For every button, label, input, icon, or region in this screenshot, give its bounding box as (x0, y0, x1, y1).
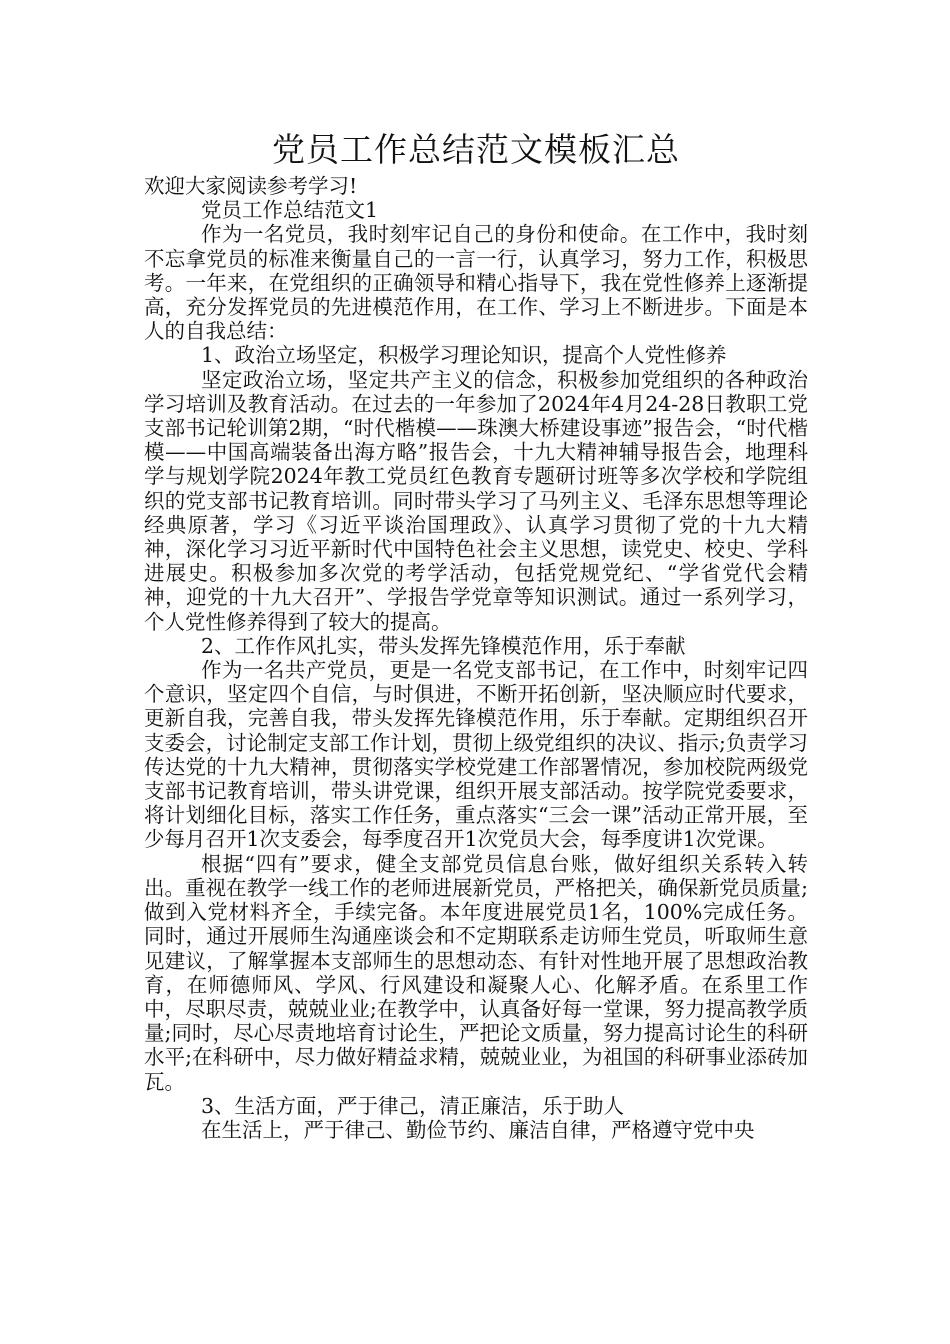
paragraph-section-1: 坚定政治立场，坚定共产主义的信念，积极参加党组织的各种政治学习培训及教育活动。在过去的一年参加了2024年4月24-28日教职工党支部书记轮训第2期，“时代楷模——珠澳大桥建设事迹”报告会，“时代楷模——中国高端装备出海方略”报告会，十九大精神辅导报告会，地理科学与规划学院2024年教工党员红色教育专题研讨班等多次学校和学院组织的党支部书记教育培训。同时带头学习了马列主义、毛泽东思想等理论经典原著，学习《习近平谈治国理政》、认真学习贯彻了党的十九大精神，深化学习习近平新时代中国特色社会主义思想，读党史、校史、学科进展史。积极参加多次党的考学活动，包括党规党纪、“学省党代会精神，迎党的十九大召开”、学报告学党章等知识测试。通过一系列学习，个人党性修养得到了较大的提高。 (144, 367, 808, 634)
paragraph-section-2a: 作为一名共产党员，更是一名党支部书记，在工作中，时刻牢记四个意识，坚定四个自信，与时俱进，不断开拓创新，坚决顺应时代要求，更新自我，完善自我，带头发挥先锋模范作用，乐于奉献。定期组织召开支委会，讨论制定支部工作计划，贯彻上级党组织的决议、指示;负责学习传达党的十九大精神，贯彻落实学校党建工作部署情况，参加校院两级党支部书记教育培训，带头讲党课，组织开展支部活动。按学院党委要求，将计划细化目标，落实工作任务，重点落实“三会一课”活动正常开展，至少每月召开1次支委会，每季度召开1次党员大会，每季度讲1次党课。 (144, 658, 808, 852)
paragraph-subtitle: 党员工作总结范文1 (201, 198, 379, 223)
paragraph-section-2b: 根据“四有”要求，健全支部党员信息台账，做好组织关系转入转出。重视在教学一线工作的老师进展新党员，严格把关，确保新党员质量;做到入党材料齐全，手续完备。本年度进展党员1名，100%完成任务。同时，通过开展师生沟通座谈会和不定期联系走访师生党员，听取师生意见建议，了解掌握本支部师生的思想动态、有针对性地开展了思想政治教育，在师德师风、学风、行风建设和凝聚人心、化解矛盾。在系里工作中，尽职尽责，兢兢业业;在教学中，认真备好每一堂课，努力提高教学质量;同时，尽心尽责地培育讨论生，严把论文质量，努力提高讨论生的科研水平;在科研中，尽力做好精益求精，兢兢业业，为祖国的科研事业添砖加瓦。 (144, 851, 808, 1094)
paragraph-greeting: 欢迎大家阅读参考学习! (144, 174, 358, 198)
document-title: 党员工作总结范文模板汇总 (272, 130, 680, 169)
document-body (144, 174, 808, 1142)
document-page (144, 128, 808, 1142)
paragraph-intro: 作为一名党员，我时刻牢记自己的身份和使命。在工作中，我时刻不忘拿党员的标准来衡量自己的一言一行，认真学习，努力工作，积极思考。一年来，在党组织的正确领导和精心指导下，我在党性修养上逐渐提高，充分发挥党员的先进模范作用，在工作、学习上不断进步。下面是本人的自我总结： (144, 222, 808, 344)
section-heading-2: 2、工作作风扎实，带头发挥先锋模范作用，乐于奉献 (201, 633, 686, 658)
section-heading-1: 1、政治立场坚定，积极学习理论知识，提高个人党性修养 (201, 343, 727, 368)
section-heading-3: 3、生活方面，严于律己，清正廉洁，乐于助人 (201, 1093, 625, 1118)
paragraph-section-3: 在生活上，严于律己、勤俭节约、廉洁自律，严格遵守党中央 (201, 1117, 755, 1142)
